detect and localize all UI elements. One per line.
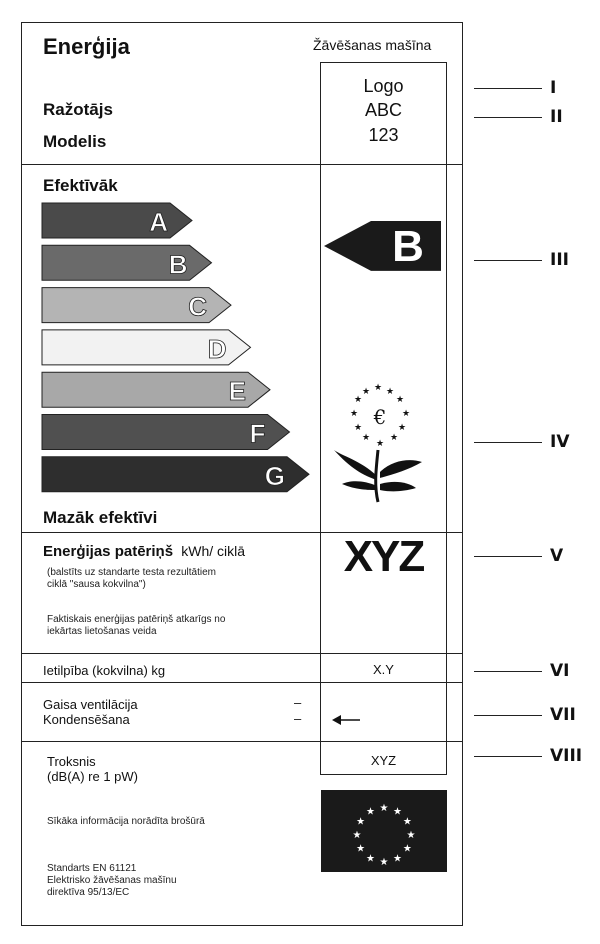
energy-value: XYZ <box>343 532 424 581</box>
efficiency-letter-g: G <box>264 460 285 491</box>
svg-text:★: ★ <box>395 395 405 405</box>
flag-star: ★ <box>366 806 375 818</box>
callout-7: VII <box>550 705 576 725</box>
flag-star: ★ <box>352 830 362 841</box>
svg-text:★: ★ <box>385 387 395 397</box>
energy-note-2: ciklā "sausa kokvilna") <box>47 579 146 590</box>
efficiency-letter-b: B <box>168 249 188 280</box>
flag-star: ★ <box>402 816 412 828</box>
callout-8: VIII <box>550 746 583 766</box>
energy-actual-1: Faktiskais enerģijas patēriņš atkarīgs no <box>47 614 226 625</box>
callout-3: III <box>550 250 569 270</box>
callout-line-4 <box>474 442 542 443</box>
divider-capacity <box>21 682 463 683</box>
footer-info: Sīkāka informācija norādīta brošūrā <box>47 816 205 827</box>
svg-text:★: ★ <box>397 423 407 433</box>
efficiency-arrow-a <box>42 203 192 238</box>
eu-flower-icon <box>330 380 430 510</box>
manufacturer-label: Ražotājs <box>43 100 113 119</box>
energy-title-text: Enerģijas patēriņš <box>43 543 174 560</box>
callout-line-5 <box>474 556 542 557</box>
flag-star: ★ <box>366 853 375 865</box>
right-column-top-border <box>320 62 447 63</box>
noise-label-2: (dB(A) re 1 pW) <box>47 769 139 784</box>
efficiency-scale <box>0 0 300 491</box>
efficiency-letter-c: C <box>188 291 207 322</box>
capacity-value: X.Y <box>373 662 394 677</box>
efficiency-letter-e: E <box>228 376 246 407</box>
flag-star: ★ <box>379 857 389 868</box>
svg-text:★: ★ <box>353 395 363 405</box>
rating-arrow-icon <box>324 221 444 271</box>
capacity-label: Ietilpība (kokvilna) kg <box>43 663 166 678</box>
svg-text:★: ★ <box>389 433 399 443</box>
svg-text:★: ★ <box>401 409 411 419</box>
flag-star: ★ <box>393 853 402 865</box>
right-column-bottom-border <box>320 774 447 775</box>
svg-text:★: ★ <box>353 423 363 433</box>
svg-text:★: ★ <box>349 409 359 419</box>
model-value: 123 <box>368 125 399 145</box>
efficiency-top-label: Efektīvāk <box>43 176 118 195</box>
svg-text:★: ★ <box>361 433 371 443</box>
divider-drying <box>21 741 463 742</box>
callout-2: II <box>550 107 563 127</box>
rating-letter: B <box>392 222 424 271</box>
callout-line-6 <box>474 671 542 672</box>
callout-6: VI <box>550 661 570 681</box>
footer-standard-3: direktīva 95/13/EC <box>47 887 130 898</box>
efficiency-letter-a: A <box>149 207 168 237</box>
callout-4: IV <box>550 432 570 452</box>
footer-standard-1: Standarts EN 61121 <box>47 863 137 874</box>
callout-line-8 <box>474 756 542 757</box>
left-arrow-icon <box>332 714 362 726</box>
condensing-label: Kondensēšana <box>43 712 130 727</box>
noise-label-1: Troksnis <box>47 754 96 769</box>
energy-unit: kWh/ ciklā <box>181 543 246 559</box>
flag-star: ★ <box>406 830 416 841</box>
noise-value: XYZ <box>370 753 397 768</box>
flag-star: ★ <box>356 816 366 828</box>
footer-standard-2: Elektrisko žāvēšanas mašīnu <box>47 875 177 886</box>
callout-line-7 <box>474 715 542 716</box>
flag-star: ★ <box>402 843 412 855</box>
vented-label: Gaisa ventilācija <box>43 697 138 712</box>
appliance-type: Žāvēšanas mašīna <box>313 37 432 53</box>
eu-flag-icon <box>321 790 447 872</box>
efficiency-bottom-label: Mazāk efektīvi <box>43 508 158 527</box>
callout-line-2 <box>474 117 542 118</box>
logo-placeholder: Logo <box>363 76 404 96</box>
label-title: Enerģija <box>43 34 130 59</box>
callout-1: I <box>550 78 557 98</box>
flag-star: ★ <box>393 806 402 818</box>
svg-text:★: ★ <box>361 387 371 397</box>
flag-star: ★ <box>379 803 389 814</box>
flag-star: ★ <box>356 843 366 855</box>
svg-text:★: ★ <box>375 439 385 449</box>
callout-line-1 <box>474 88 542 89</box>
efficiency-letter-f: F <box>249 418 266 449</box>
condensing-dash: – <box>294 711 302 726</box>
vented-dash: – <box>294 695 302 710</box>
divider-energy <box>21 653 463 654</box>
svg-text:★: ★ <box>373 383 383 393</box>
model-label: Modelis <box>43 132 107 151</box>
callout-line-3 <box>474 260 542 261</box>
energy-title <box>43 543 245 560</box>
efficiency-letter-d: D <box>207 333 227 364</box>
ecolabel-letter: € <box>373 405 387 429</box>
energy-actual-2: iekārtas lietošanas veida <box>47 626 157 637</box>
callout-5: V <box>550 546 564 566</box>
energy-note-1: (balstīts uz standarte testa rezultātiem <box>47 567 216 578</box>
manufacturer-value: ABC <box>364 100 402 120</box>
